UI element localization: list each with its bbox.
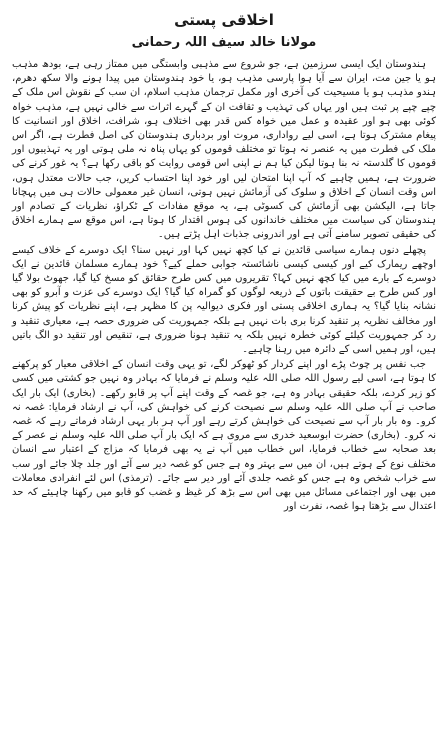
article-title: اخلاقی پستی: [174, 11, 274, 29]
article-author: مولانا خالد سیف اللہ رحمانی: [131, 35, 317, 50]
article-paragraph-2: پچھلے دنوں ہمارے سیاسی قائدین نے کیا کچھ نہیں کہا اور نہیں سنا؟ ایک دوسرے کے خلاف کیسے اوچھے ریمارک کیے اور کیسی کیسی ناشائستہ جوابی حملے کیے؟ خود ہمارے مسلمان قائدین نے ایک دوسرے کے بارے میں کیا کچھ نہیں کہا؟ تقریروں میں کس طرح حقائق کو مسخ کیا گیا، جھوٹ بولا گیا اور کس طرح بے حقیقت باتوں کے ذریعہ لوگوں کو گمراہ کیا گیا؟ ایک دوسرے کی عزت و آبرو کو بھی نشانہ بنایا گیا؟ یہ ہماری اخلاقی پستی اور فکری دیوالیہ پن کا مظہر ہے، اپنے نظریات کو پیش کرنا اور مخالف نظریہ پر تنقید کرنا بری بات نہیں ہے بلکہ جمہوریت کی ضروری حصہ ہے، معیاری تنقید و رد کر جمہوریت کیلئے کوئی خطرہ نہیں بلکہ یہ تنقید ہونا ضروری ہے، تنقیص اور تنقید دو الگ باتیں ہیں، اور ہمیں اسی کے دائرہ میں رہنا چاہیے۔: [12, 244, 436, 356]
article-body: [12, 58, 436, 515]
article-paragraph-3: جب نفس پر چوٹ پڑے اور اپنے کردار کو ٹھوکر لگے، تو یہی وقت انسان کے اخلاقی معیار کو پرکھنے کا ہوتا ہے، اسی لیے رسول اللہ صلی اللہ علیہ وسلم نے فرمایا کہ بہادر وہ نہیں جو کشتی میں کسی کو زیر کردے، بلکہ حقیقی بہادر وہ ہے، جو غصہ کے وقت اپنے آپ پر قابو رکھے۔ (بخاری) ایک بار ایک صاحب نے آپ صلی اللہ علیہ وسلم سے نصیحت کرنے کی خواہش کی، آپ نے ارشاد فرمایا: غصہ نہ کرو۔ وہ بار بار آپ سے نصیحت کی خواہش کرتے رہے اور آپ ہر بار یہی ارشاد فرماتے رہے کہ غصہ نہ کرو۔ (بخاری) حضرت ابوسعید خدری سے مروی ہے کہ ایک بار آپ صلی اللہ علیہ وسلم نے عصر کے بعد صحابہ سے خطاب فرمایا، اس خطاب میں آپ نے یہ بھی فرمایا کہ مزاج کے اعتبار سے انسان مختلف نوع کے ہوتے ہیں، ان میں سے بہتر وہ ہے جس کو غصہ دیر سے آئے اور جلد چلا جائے اور سب سے خراب شخص وہ ہے جس کو غصہ جلدی آئے اور دیر سے جائے۔ (ترمذی) اس لئے انفرادی معاملات میں بھی اور اجتماعی مسائل میں بھی اس سے بڑھ کر غیظ و غضب کو قابو میں رکھنا چاہیئے کہ حد اعتدال سے بڑھتا ہوا غصہ، نفرت اور: [12, 359, 436, 513]
article-paragraph-1: ہندوستان ایک ایسی سرزمین ہے، جو شروع سے مذہبی وابستگی میں ممتاز رہی ہے، بودھ مذہب ہو یا جین مت، ایران سے آیا ہوا پارسی مذہب ہو، یا خود ہندوستان میں پیدا ہونے والا سکھ دھرم، ہندو مذہب ہو یا مسیحیت کی آخری اور مکمل ترجمان مذہب اسلام، ان سب کے نقوش اس ملک کے چپے چپے پر ثبت ہیں اور یہاں کی تہذیب و ثقافت ان کے گہرے اثرات سے خالی نہیں ہے، مذہب خواہ کوئی بھی ہو اور عقیدہ و عمل میں خواہ کس قدر بھی اختلاف ہو، شرافت، اخلاق اور انسانیت کا پیغام مشترک ہوتا ہے، اسی لیے رواداری، مروت اور بردباری ہندوستان کی اصل فطرت ہے، اگر اس ملک کی فطرت میں یہ عنصر نہ ہوتا تو مختلف قوموں کو یہاں پناہ نہ ملی ہوتی اور یہ تہذیبوں اور قوموں کا گلدستہ نہ بنا ہوتا لیکن کیا ہم نے اپنی اس قومی روایت کو باقی رکھا ہے؟ یہ غور کرنے کی ضرورت ہے، ہمیں چاہیے کہ آپ اپنا امتحان لیں اور خود اپنا احتساب کریں، جب حالات معتدل ہوں، اس وقت انسان کے اخلاق و سلوک کی آزمائش نہیں ہوتی، انسان غیر معمولی حالات ہی میں پہچانا جاتا ہے، الیکشن بھی آزمائش کی کسوٹی ہے، یہ موقع مفادات کے ٹکراؤ، نظریات کے تصادم اور ہندوستان کی سیاست میں مختلف خاندانوں کی ہوس اقتدار کا ہوتا ہے، اس موقع سے ہمارے اخلاق کی حقیقی تصویر سامنے آتی ہے اور اندرونی جذبات اہل پڑتے ہیں۔: [12, 59, 436, 241]
